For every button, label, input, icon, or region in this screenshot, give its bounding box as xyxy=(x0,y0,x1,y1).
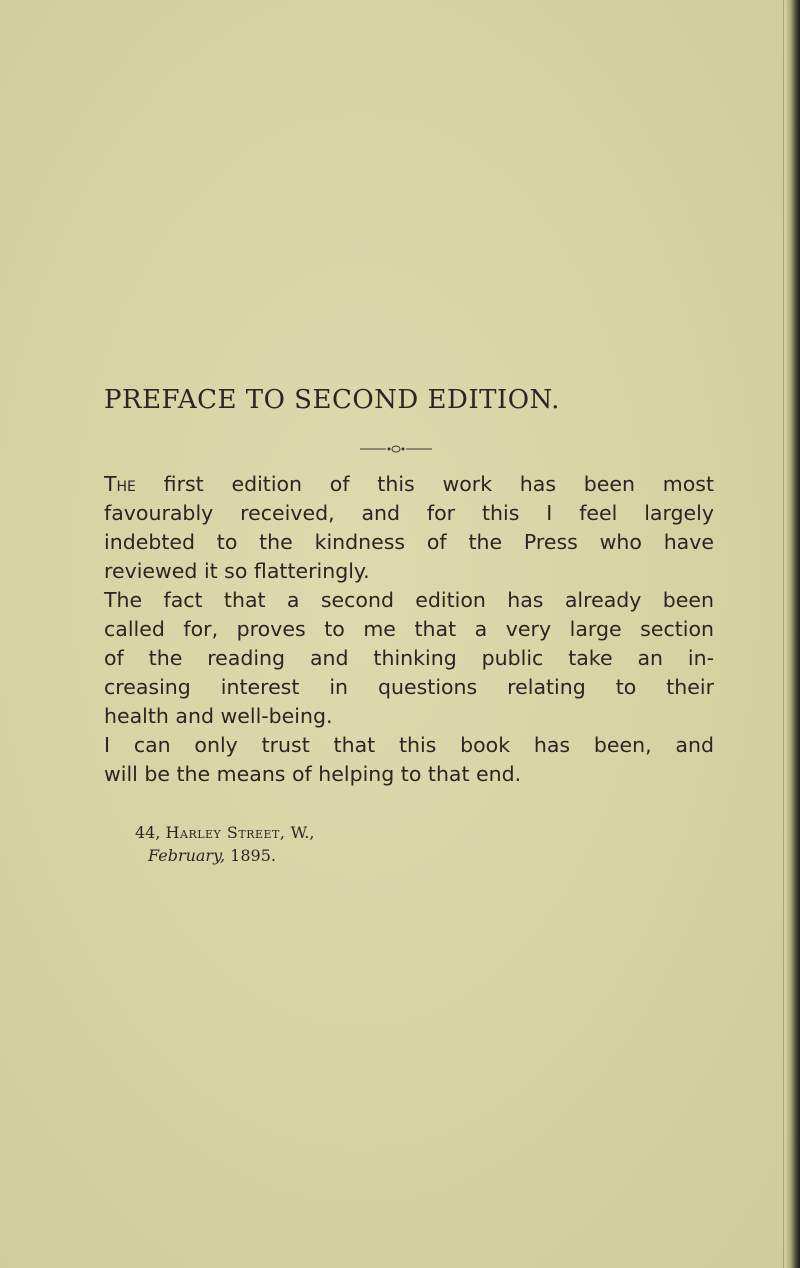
paragraph-2-line-4: creasing interest in questions relating to their xyxy=(104,675,714,699)
page-edge-shadow-line xyxy=(783,0,784,1268)
address-district: W., xyxy=(290,823,315,842)
paragraph-2-line-5: health and well-being. xyxy=(104,704,333,728)
book-spine-edge xyxy=(786,0,800,1268)
paragraph-2-line-3: of the reading and thinking public take an in- xyxy=(104,646,714,670)
paragraph-3-line-2: will be the means of helping to that end. xyxy=(104,762,522,786)
paragraph-1-first-word: The xyxy=(104,472,136,496)
paragraph-2-line-1: The fact that a second edition has already been xyxy=(104,588,714,612)
paragraph-3-line-1: I can only trust that this book has been, and xyxy=(104,733,714,757)
date-month: February, xyxy=(148,846,226,865)
preface-body xyxy=(104,470,714,789)
paragraph-1-line-3: indebted to the kindness of the Press who have xyxy=(104,530,714,554)
page-title: PREFACE TO SECOND EDITION. xyxy=(104,385,560,415)
paragraph-1-line-4: reviewed it so flatteringly. xyxy=(104,559,370,583)
address-number: 44, xyxy=(135,823,161,842)
paragraph-2-line-2: called for, proves to me that a very large section xyxy=(104,617,714,641)
signature-address xyxy=(135,822,314,844)
paragraph-1-line-1: The first edition of this work has been most xyxy=(104,472,714,496)
signature-date xyxy=(148,845,276,867)
ornament-divider-icon xyxy=(360,443,432,455)
address-street: Harley Street, xyxy=(165,823,286,842)
date-year: 1895. xyxy=(230,846,276,865)
paragraph-1-line-2: favourably received, and for this I feel largely xyxy=(104,501,714,525)
